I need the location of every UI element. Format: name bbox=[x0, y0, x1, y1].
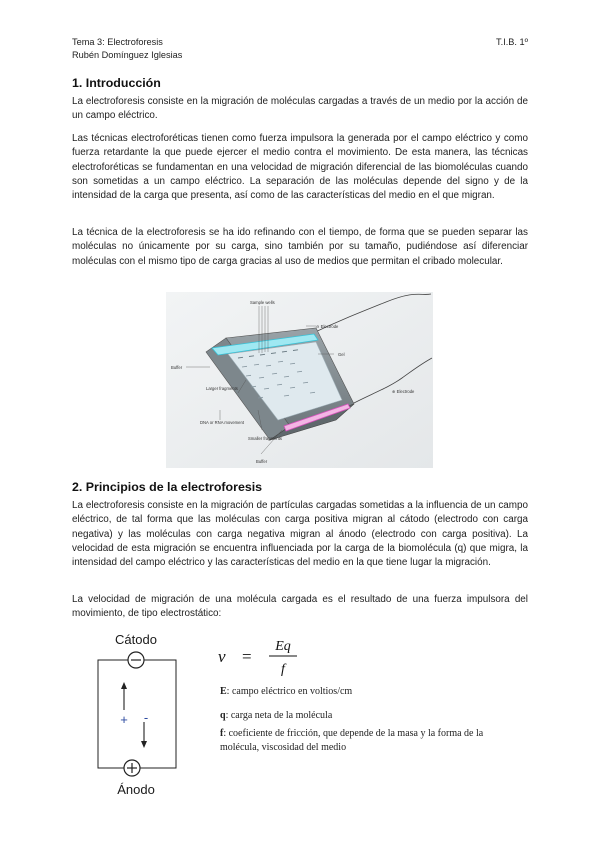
label-buffer-bottom: Buffer bbox=[256, 459, 268, 464]
negative-charge-label: - bbox=[143, 710, 149, 725]
label-sample-wells: Sample wells bbox=[250, 300, 275, 305]
header-course: T.I.B. 1º bbox=[496, 37, 528, 47]
positive-charge-label: + bbox=[120, 712, 128, 727]
legend-f-continued: molécula, viscosidad del medio bbox=[220, 742, 347, 753]
section-title-principles: 2. Principios de la electroforesis bbox=[72, 480, 263, 494]
label-electrode-negative: ⊖ Electrode bbox=[316, 324, 339, 329]
intro-paragraph-2: Las técnicas electroforéticas tienen como fuerza impulsora la generada por el campo eléctrico y como fuerza retardante la que puede ejercer el medio contra el movimiento. De esta manera, las técnicas electroforéticas se fundamentan en una velocidad de migración diferencial de las biomoléculas cuando son sometidas a un campo eléctrico. La separación de las moléculas depende del signo y de la intensidad de la carga que presenta, así como de las características del medio en el que migran. bbox=[72, 133, 528, 202]
label-gel: Gel bbox=[338, 352, 345, 357]
label-buffer-left: Buffer bbox=[171, 365, 183, 370]
label-electrode-positive: ⊕ Electrode bbox=[392, 389, 415, 394]
principles-paragraph-1: La electroforesis consiste en la migración de partículas cargadas sometidas a la influencia de un campo eléctrico, de tal forma que las moléculas con carga positiva migran al cátodo (electrodo con carga negativa) y las moléculas con carga negativa migran al ánodo (electrodo con carga positiva). La velocidad de esta migración se encuentra influenciada por la carga de la biomolécula (q) que migra, la intensidad del campo eléctrico y las características del medio en la que tiene lugar la migración. bbox=[72, 500, 528, 569]
equation-equals: = bbox=[242, 647, 252, 666]
down-arrow-head-icon bbox=[141, 741, 147, 748]
cathode-label: Cátodo bbox=[115, 632, 157, 647]
label-dna-movement: DNA or RNA movement bbox=[200, 420, 244, 425]
equation-velocity: v bbox=[218, 647, 226, 666]
circuit-wire bbox=[98, 660, 176, 768]
label-smaller-fragments: Smaller fragments bbox=[248, 436, 282, 441]
header-author: Rubén Domínguez Iglesias bbox=[72, 50, 183, 60]
equation-denominator: f bbox=[281, 662, 285, 677]
migration-equation-figure bbox=[88, 630, 538, 800]
header-topic: Tema 3: Electroforesis bbox=[72, 37, 163, 47]
up-arrow-head-icon bbox=[121, 682, 127, 689]
legend-e: E: campo eléctrico en voltios/cm bbox=[220, 686, 353, 697]
electrophoresis-apparatus-figure bbox=[166, 292, 433, 468]
intro-paragraph-1: La electroforesis consiste en la migración de moléculas cargadas a través de un medio por la acción de un campo eléctrico. bbox=[72, 96, 528, 122]
section-title-intro: 1. Introducción bbox=[72, 76, 161, 90]
equation-numerator: Eq bbox=[275, 639, 291, 654]
label-larger-fragments: Larger fragments bbox=[206, 386, 238, 391]
anode-label: Ánodo bbox=[117, 782, 155, 797]
legend-q: q: carga neta de la molécula bbox=[220, 710, 333, 721]
intro-paragraph-3: La técnica de la electroforesis se ha ido refinando con el tiempo, de forma que se pueden separar las moléculas no únicamente por su carga, sino también por su tamaño, pudiéndose así diferenciar moléculas con el mismo tipo de carga gracias al uso de medios que permitan el cribado molecular. bbox=[72, 227, 528, 267]
legend-f: f: coeficiente de fricción, que depende de la masa y la forma de la bbox=[220, 728, 484, 739]
principles-paragraph-2: La velocidad de migración de una molécula cargada es el resultado de una fuerza impulsora del movimiento, de tipo electrostático: bbox=[72, 594, 528, 620]
